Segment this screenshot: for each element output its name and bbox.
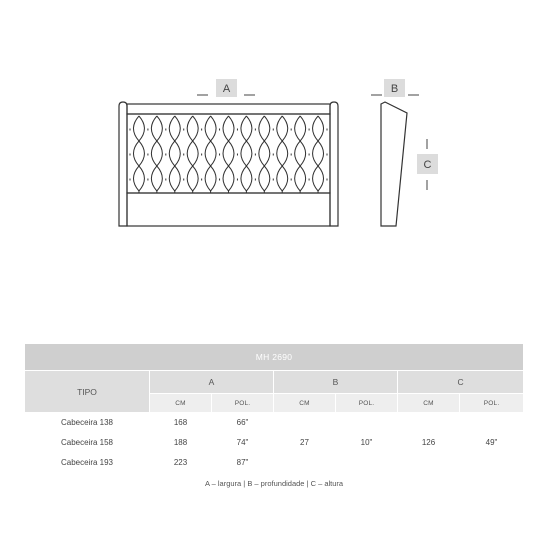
tipo-cell: Cabeceira 138 — [25, 413, 150, 433]
a-cm-cell: 188 — [150, 433, 212, 453]
unit-header: POL. — [460, 394, 524, 413]
dimension-b-label: B — [390, 83, 399, 95]
c-cm-cell: 126 — [398, 413, 460, 473]
group-a-header: A — [150, 371, 274, 394]
unit-header: POL. — [212, 394, 274, 413]
headboard-side-view — [371, 79, 438, 226]
b-cm-cell: 27 — [274, 413, 336, 473]
unit-header: CM — [398, 394, 460, 413]
headboard-front-view — [119, 102, 338, 226]
c-pol-cell: 49" — [460, 413, 524, 473]
unit-header: CM — [150, 394, 212, 413]
a-pol-cell: 66" — [212, 413, 274, 433]
a-cm-cell: 223 — [150, 453, 212, 473]
side-profile-shape — [381, 102, 407, 226]
unit-header: POL. — [336, 394, 398, 413]
model-header: MH 2690 — [25, 344, 524, 371]
group-b-header: B — [274, 371, 398, 394]
tipo-cell: Cabeceira 158 — [25, 433, 150, 453]
unit-header: CM — [274, 394, 336, 413]
tipo-cell: Cabeceira 193 — [25, 453, 150, 473]
b-pol-cell: 10" — [336, 413, 398, 473]
tipo-header: TIPO — [25, 371, 150, 413]
dimension-c-label: C — [423, 159, 432, 171]
a-cm-cell: 168 — [150, 413, 212, 433]
dimension-a-marker — [197, 79, 255, 97]
a-pol-cell: 74" — [212, 433, 274, 453]
dimension-a-label: A — [222, 83, 231, 95]
a-pol-cell: 87" — [212, 453, 274, 473]
table-row — [25, 413, 524, 433]
group-c-header: C — [398, 371, 524, 394]
dimension-legend: A – largura | B – profundidade | C – altura — [25, 473, 524, 494]
tufting-lines — [130, 116, 327, 191]
tufted-diamond-pattern — [130, 116, 327, 193]
dimensions-table — [24, 343, 524, 494]
